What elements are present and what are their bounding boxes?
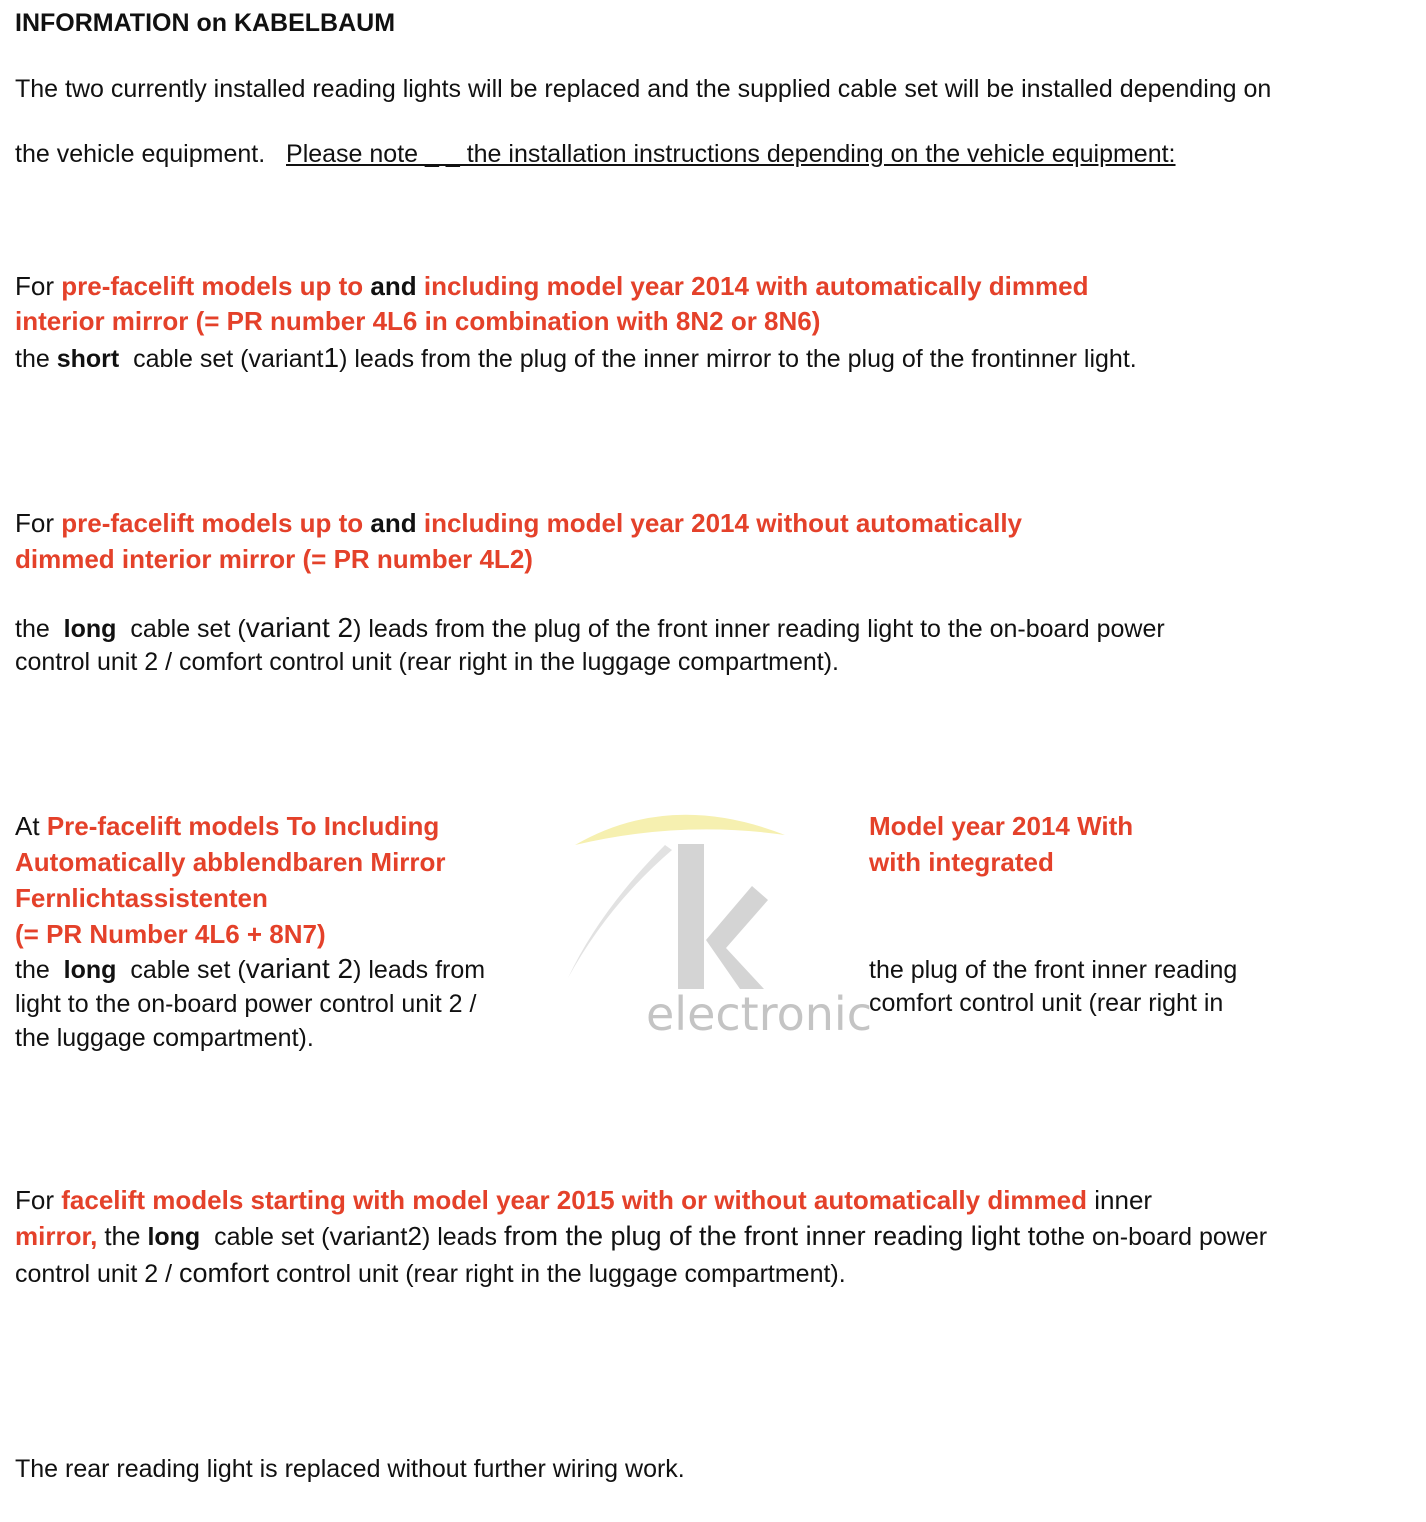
- long-label: long: [147, 1223, 201, 1251]
- section3-left-body-line-3: the luggage compartment).: [15, 1024, 314, 1052]
- watermark-word: electronic: [646, 987, 872, 1041]
- section3-left-column: [15, 808, 485, 1055]
- section3-right-body-line-1: the plug of the front inner reading: [869, 956, 1238, 984]
- section4-the: the: [104, 1221, 141, 1251]
- section3-left-body-line-2: light to the on-board power control unit 2 /: [15, 990, 477, 1018]
- section2-body-the: the: [15, 615, 50, 643]
- section1-red-2: including model year 2014 with automatically dimmed: [423, 271, 1089, 301]
- section4-line-3: [15, 1256, 846, 1291]
- for-label: For: [15, 508, 54, 538]
- section4-cable: cable set (: [214, 1223, 330, 1251]
- section4-big-text: from the plug of the front inner reading light to: [503, 1221, 1051, 1251]
- section3-left-red-1: Pre-facelift models To Including: [46, 811, 440, 841]
- for-label: For: [15, 1185, 54, 1215]
- page-title: INFORMATION on KABELBAUM: [15, 9, 396, 37]
- section4-line-3-a: control unit 2 /: [15, 1260, 173, 1288]
- section4-line-2: [15, 1219, 1267, 1254]
- section1-red-1: pre-facelift models up to: [61, 271, 364, 301]
- section4-leads: ) leads: [421, 1223, 497, 1251]
- section1-body-the: the: [15, 345, 50, 373]
- section3-left-heading-line-4: (= PR Number 4L6 + 8N7): [15, 919, 326, 949]
- section3-left-heading-line-1: [15, 808, 485, 844]
- section4-line-3-rest: control unit (rear right in the luggage compartment).: [275, 1260, 846, 1288]
- section3-left-heading-line-3: Fernlichtassistenten: [15, 883, 268, 913]
- for-label: For: [15, 271, 54, 301]
- intro-line-2-plain: the vehicle equipment.: [15, 140, 266, 168]
- section4-red-1: facelift models starting with model year 2015 with or without automatically dimmed: [61, 1185, 1088, 1215]
- section3-right-heading-line-1: Model year 2014 With: [869, 811, 1134, 841]
- section1-body: [15, 341, 1137, 376]
- variant-two-label: variant 2: [245, 953, 354, 984]
- section2-heading-line-2: dimmed interior mirror (= PR number 4L2): [15, 544, 533, 574]
- and-label: and: [370, 508, 417, 538]
- section3-left-heading-line-2: Automatically abblendbaren Mirror: [15, 847, 446, 877]
- section3-right-heading-line-2: with integrated: [869, 847, 1054, 877]
- section4-line-2-rest: the on-board power: [1050, 1223, 1268, 1251]
- footer-note: The rear reading light is replaced without further wiring work.: [15, 1455, 685, 1483]
- installation-note-link: Please note _ _ the installation instructions depending on the vehicle equipment:: [286, 140, 1176, 168]
- k-electronic-watermark: [560, 800, 880, 1090]
- intro-line-2: [15, 137, 1176, 171]
- section4-line-1: [15, 1182, 1152, 1218]
- section4-red-2: mirror,: [15, 1221, 98, 1251]
- section3-left-body-the: the: [15, 956, 50, 984]
- section1-heading-line-1: [15, 268, 1088, 304]
- short-label: short: [56, 345, 120, 373]
- long-label: long: [63, 615, 117, 643]
- comfort-label: comfort: [178, 1258, 270, 1288]
- variant-two-label: variant2: [329, 1221, 422, 1251]
- section3-left-body-part-1: cable set (: [130, 956, 246, 984]
- section1-body-part-2: ) leads from the plug of the inner mirror to the plug of the frontinner light.: [339, 345, 1137, 373]
- section3-right-body-line-2: comfort control unit (rear right in: [869, 989, 1224, 1017]
- watermark-logo-icon: [560, 800, 880, 1090]
- section2-body-part-2: ) leads from the plug of the front inner reading light to the on-board power: [353, 615, 1165, 643]
- section2-heading-line-1: [15, 505, 1022, 541]
- and-label: and: [370, 271, 417, 301]
- section2-body-line-1: [15, 611, 1165, 646]
- section2-red-1: pre-facelift models up to: [61, 508, 364, 538]
- section3-right-column: [869, 808, 1133, 880]
- inner-label: inner: [1094, 1185, 1153, 1215]
- section1-body-part-1: cable set (variant: [133, 345, 324, 373]
- section3-left-body-line-1: [15, 952, 485, 987]
- section2-body-line-2: control unit 2 / comfort control unit (rear right in the luggage compartment).: [15, 648, 839, 676]
- section2-body-part-1: cable set (: [130, 615, 246, 643]
- variant-one-number: 1: [323, 342, 340, 373]
- at-label: At: [15, 811, 40, 841]
- section2-red-2: including model year 2014 without automatically: [423, 508, 1022, 538]
- intro-line-1: The two currently installed reading lights will be replaced and the supplied cable set will be installed depending on: [15, 75, 1272, 103]
- section3-left-body-part-2: ) leads from: [353, 956, 486, 984]
- section1-heading-line-2: interior mirror (= PR number 4L6 in combination with 8N2 or 8N6): [15, 306, 821, 336]
- long-label: long: [63, 956, 117, 984]
- variant-two-label: variant 2: [245, 612, 354, 643]
